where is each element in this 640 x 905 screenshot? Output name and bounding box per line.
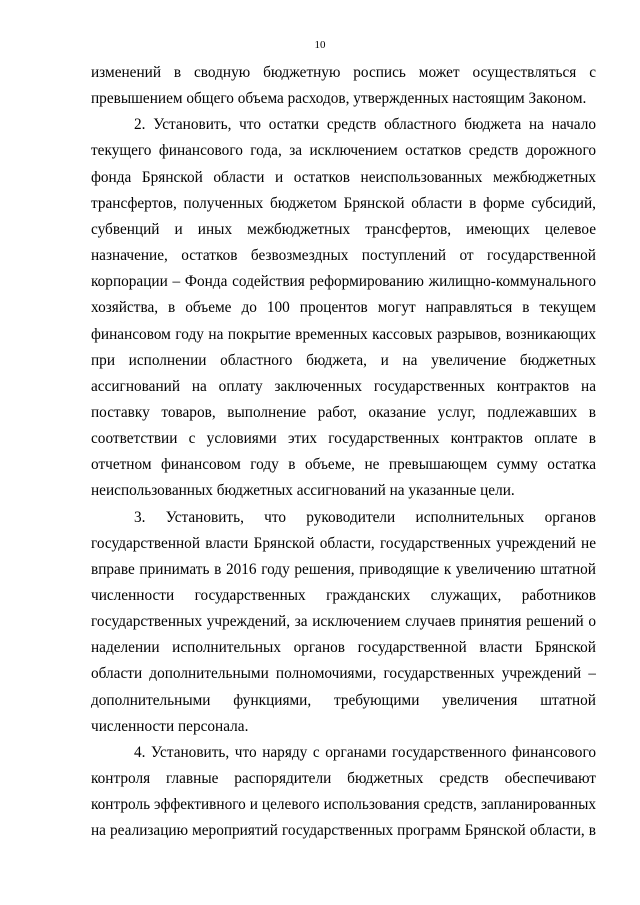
text-line: при исполнении областного бюджета, и на увеличение бюджетных: [91, 351, 596, 369]
text-line: неиспользованных бюджетных ассигнований на указанные цели.: [91, 482, 515, 500]
text-line: фонда Брянской области и остатков неиспользованных межбюджетных: [91, 168, 596, 186]
text-line: 3. Установить, что руководители исполнительных органов: [134, 508, 596, 526]
text-line: области дополнительными полномочиями, государственных учреждений –: [91, 665, 596, 683]
text-line: государственных учреждений, за исключением случаев принятия решений о: [91, 613, 596, 631]
text-line: наделении исполнительных органов государственной власти Брянской: [91, 639, 596, 657]
text-line: субвенций и иных межбюджетных трансфертов, имеющих целевое: [91, 220, 596, 238]
text-line: на реализацию мероприятий государственных программ Брянской области, в: [91, 822, 596, 840]
text-line: дополнительными функциями, требующими увеличения штатной: [91, 691, 596, 709]
text-line: 2. Установить, что остатки средств областного бюджета на начало: [134, 116, 596, 134]
text-line: хозяйства, в объеме до 100 процентов могут направляться в текущем: [91, 299, 596, 317]
text-line: изменений в сводную бюджетную роспись может осуществляться с: [91, 64, 596, 81]
text-line: численности государственных гражданских служащих, работников: [91, 587, 596, 604]
text-line: финансовом году на покрытие временных кассовых разрывов, возникающих: [91, 325, 596, 343]
text-line: ассигнований на оплату заключенных государственных контрактов на: [91, 377, 596, 395]
text-line: вправе принимать в 2016 году решения, приводящие к увеличению штатной: [91, 560, 596, 578]
text-line: назначение, остатков безвозмездных поступлений от государственной: [91, 247, 596, 264]
text-line: текущего финансового года, за исключением остатков средств дорожного: [91, 142, 596, 160]
text-line: поставку товаров, выполнение работ, оказание услуг, подлежавших в: [91, 403, 596, 421]
text-line: 4. Установить, что наряду с органами государственного финансового: [134, 743, 596, 761]
text-line: соответствии с условиями этих государственных контрактов оплате в: [91, 430, 596, 448]
text-line: корпорации – Фонда содействия реформированию жилищно-коммунального: [91, 273, 596, 291]
text-line: превышением общего объема расходов, утвержденных настоящим Законом.: [91, 90, 587, 108]
text-line: численности персонала.: [91, 717, 249, 735]
text-line: трансфертов, полученных бюджетом Брянской области в форме субсидий,: [91, 194, 596, 212]
text-line: отчетном финансовом году в объеме, не превышающем сумму остатка: [91, 456, 596, 474]
text-line: государственной власти Брянской области, государственных учреждений не: [91, 534, 596, 552]
text-line: контроля главные распорядители бюджетных средств обеспечивают: [91, 770, 596, 787]
text-line: контроль эффективного и целевого использования средств, запланированных: [91, 796, 596, 814]
page-number: 10: [314, 39, 326, 51]
